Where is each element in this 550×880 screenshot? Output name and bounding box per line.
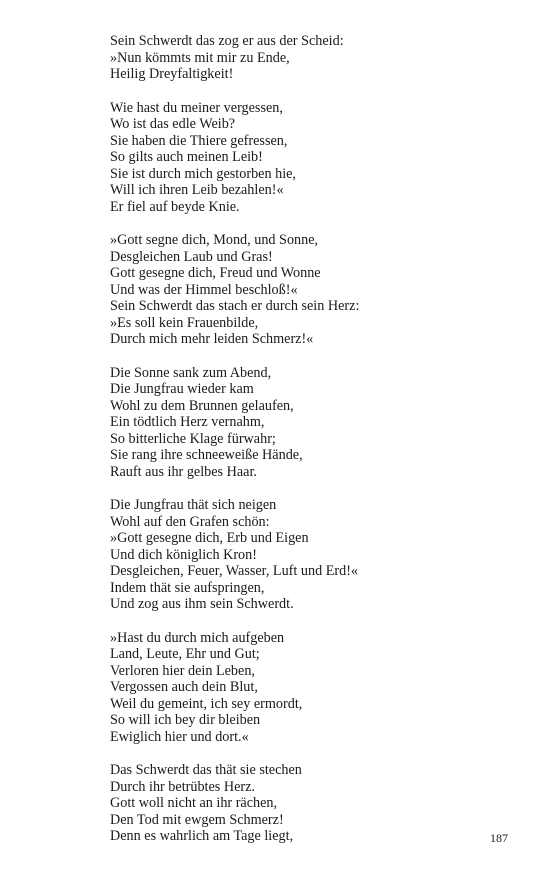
poem-line: Denn es wahrlich am Tage liegt, xyxy=(110,828,294,844)
poem-line: Sein Schwerdt das stach er durch sein Herz: xyxy=(110,298,360,314)
poem-line: Die Sonne sank zum Abend, xyxy=(110,364,272,381)
stanza-1 xyxy=(110,33,530,83)
poem-line: Ewiglich hier und dort.« xyxy=(110,728,249,745)
stanza-5 xyxy=(110,497,530,613)
poem-line: Er fiel auf beyde Knie. xyxy=(110,198,240,215)
poem-line: Wie hast du meiner vergessen, xyxy=(110,99,283,116)
poem-line: Verloren hier dein Leben, xyxy=(110,662,255,679)
poem-line: Gott woll nicht an ihr rächen, xyxy=(110,795,278,811)
poem-line: So bitterliche Klage fürwahr; xyxy=(110,430,276,447)
poem-line: So gilts auch meinen Leib! xyxy=(110,149,263,165)
stanza-7 xyxy=(110,762,530,845)
poem-line: Und was der Himmel beschloß!« xyxy=(110,281,298,298)
poem-line: Durch mich mehr leiden Schmerz!« xyxy=(110,331,314,347)
poem-line: Wo ist das edle Weib? xyxy=(110,116,236,132)
poem-line: Gott gesegne dich, Freud und Wonne xyxy=(110,265,321,281)
poem-line: Heilig Dreyfaltigkeit! xyxy=(110,66,234,82)
page-number: 187 xyxy=(490,831,508,845)
poem-line: Durch ihr betrübtes Herz. xyxy=(110,778,255,795)
poem-text xyxy=(110,33,530,862)
poem-line: Vergossen auch dein Blut, xyxy=(110,679,258,695)
stanza-4 xyxy=(110,365,530,481)
poem-line: Die Jungfrau wieder kam xyxy=(110,381,254,397)
poem-line: Sein Schwerdt das zog er aus der Scheid: xyxy=(110,33,344,49)
poem-line: Das Schwerdt das thät sie stechen xyxy=(110,762,302,778)
poem-line: So will ich bey dir bleiben xyxy=(110,712,261,728)
poem-line: Ein tödtlich Herz vernahm, xyxy=(110,414,265,430)
poem-line: Will ich ihren Leib bezahlen!« xyxy=(110,182,284,198)
poem-line: Indem thät sie aufspringen, xyxy=(110,579,265,596)
poem-line: Sie haben die Thiere gefressen, xyxy=(110,132,288,149)
poem-line: Die Jungfrau thät sich neigen xyxy=(110,497,277,513)
poem-line: »Gott segne dich, Mond, und Sonne, xyxy=(110,232,319,248)
poem-line: Sie ist durch mich gestorben hie, xyxy=(110,165,296,182)
poem-line: »Es soll kein Frauenbilde, xyxy=(110,314,259,331)
stanza-3 xyxy=(110,232,530,348)
poem-line: Desgleichen, Feuer, Wasser, Luft und Erd!« xyxy=(110,563,359,579)
poem-line: Und dich königlich Kron! xyxy=(110,546,257,563)
poem-line: »Hast du durch mich aufgeben xyxy=(110,629,285,646)
poem-line: Weil du gemeint, ich sey ermordt, xyxy=(110,695,303,712)
poem-line: Rauft aus ihr gelbes Haar. xyxy=(110,463,257,480)
stanza-6 xyxy=(110,630,530,746)
poem-line: Wohl auf den Grafen schön: xyxy=(110,513,270,530)
poem-line: Land, Leute, Ehr und Gut; xyxy=(110,646,260,662)
poem-line: »Gott gesegne dich, Erb und Eigen xyxy=(110,530,309,546)
poem-line: Desgleichen Laub und Gras! xyxy=(110,248,273,265)
poem-line: Und zog aus ihm sein Schwerdt. xyxy=(110,596,294,612)
poem-line: Sie rang ihre schneeweiße Hände, xyxy=(110,447,303,463)
poem-line: Den Tod mit ewgem Schmerz! xyxy=(110,811,284,828)
poem-line: »Nun kömmts mit mir zu Ende, xyxy=(110,49,290,66)
poem-line: Wohl zu dem Brunnen gelaufen, xyxy=(110,397,294,414)
stanza-2 xyxy=(110,100,530,216)
